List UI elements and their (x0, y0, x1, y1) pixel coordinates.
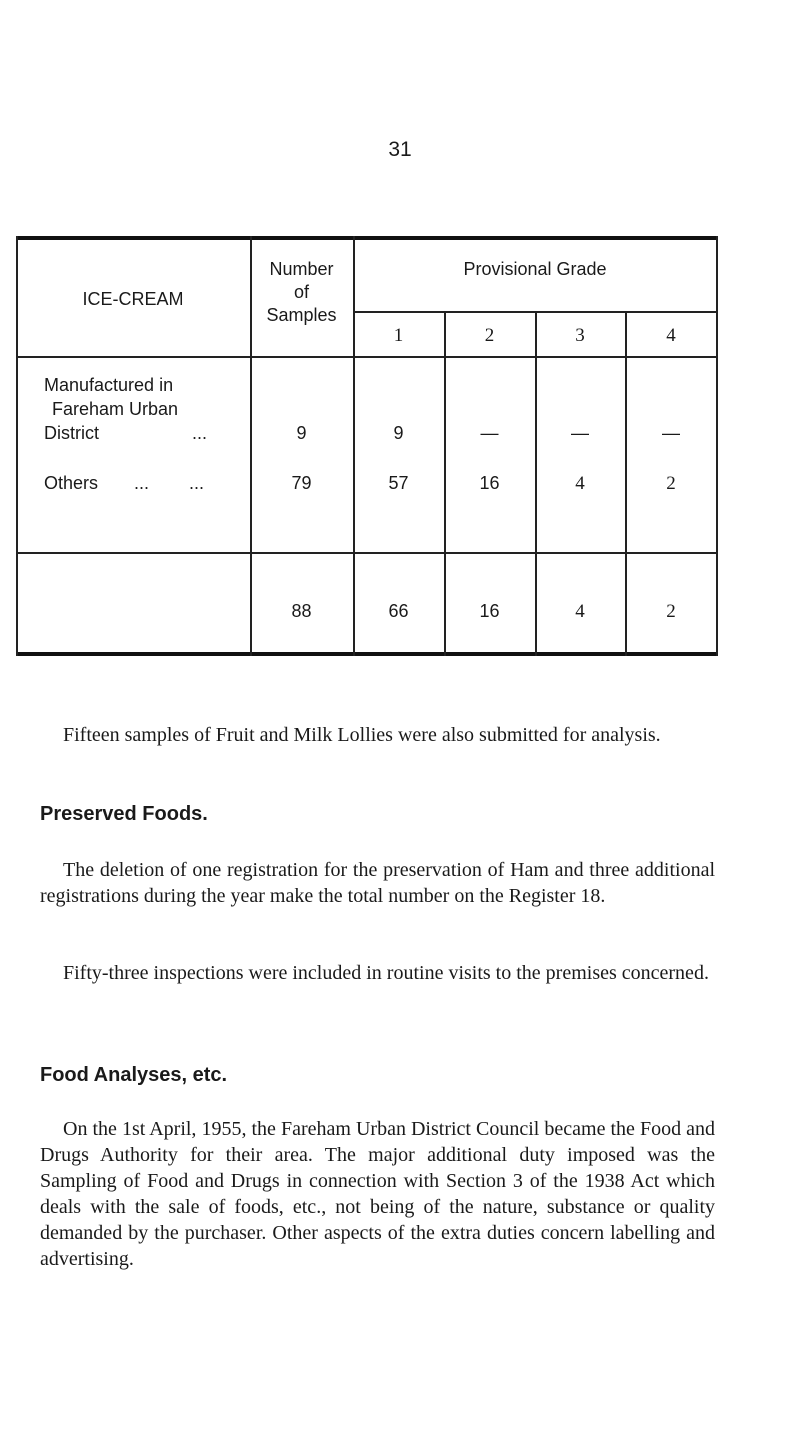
row-grade-2: — (480, 423, 499, 443)
row-grade-4: 2 (666, 473, 676, 494)
header-grade-1: 1 (393, 325, 404, 346)
header-number-line2: of (293, 282, 309, 302)
total-grade-1: 66 (388, 601, 409, 621)
header-provisional-grade: Provisional Grade (463, 259, 607, 279)
paragraph-inspections: Fifty-three inspections were included in routine visits to the premises concerned. (63, 962, 709, 984)
row-samples: 9 (296, 423, 307, 443)
heading-preserved-foods: Preserved Foods. (40, 803, 208, 825)
row-leader-dots: ... ... (134, 473, 205, 493)
row-grade-4: — (662, 423, 680, 443)
total-grade-3: 4 (575, 601, 585, 622)
row-grade-1: 57 (388, 473, 409, 493)
paragraph-food-analyses: On the 1st April, 1955, the Fareham Urban District Council became the Food and Drugs Authority for their area. The major additional duty imposed was the Sampling of Food and Drugs in connection with Section 3 of the 1938 Act which deals with the sale of foods, etc., not being of the nature, substance or quality demanded by the purchaser. Other aspects of the extra duties concern labelling and advertising. (40, 1118, 715, 1270)
header-grade-2: 2 (484, 325, 495, 346)
row-grade-3: 4 (575, 473, 585, 494)
header-bottom-rule (16, 356, 717, 358)
grade-header-divider (353, 311, 717, 313)
row-label-line2: Fareham Urban (52, 399, 179, 419)
header-number-line1: Number (269, 259, 334, 279)
row-leader-dots: ... (192, 423, 208, 443)
row-label-line3: District (44, 423, 99, 443)
page-number: 31 (388, 138, 412, 161)
row-label-line1: Manufactured in (44, 375, 174, 395)
row-grade-1: 9 (393, 423, 404, 443)
column-divider (353, 236, 355, 656)
header-grade-3: 3 (575, 325, 585, 346)
total-grade-4: 2 (666, 601, 676, 622)
total-row-rule (16, 552, 717, 554)
heading-food-analyses: Food Analyses, etc. (40, 1064, 228, 1086)
total-grade-2: 16 (479, 601, 500, 621)
paragraph-lollies: Fifteen samples of Fruit and Milk Lollies were also submitted for analysis. (63, 724, 661, 746)
table-right-border (716, 236, 718, 656)
table-top-rule (16, 236, 718, 240)
header-number-line3: Samples (266, 305, 337, 325)
header-grade-4: 4 (666, 325, 676, 346)
row-grade-3: — (571, 423, 589, 443)
row-samples: 79 (291, 473, 312, 493)
row-label: Others (44, 473, 99, 493)
ice-cream-table (16, 236, 718, 656)
paragraph-preserved-foods: The deletion of one registration for the preservation of Ham and three additional registrations during the year make the total number on the Register 18. (40, 859, 715, 907)
row-grade-2: 16 (479, 473, 500, 493)
header-ice-cream: ICE-CREAM (82, 289, 184, 309)
total-samples: 88 (291, 601, 312, 621)
table-bottom-rule (16, 652, 718, 656)
